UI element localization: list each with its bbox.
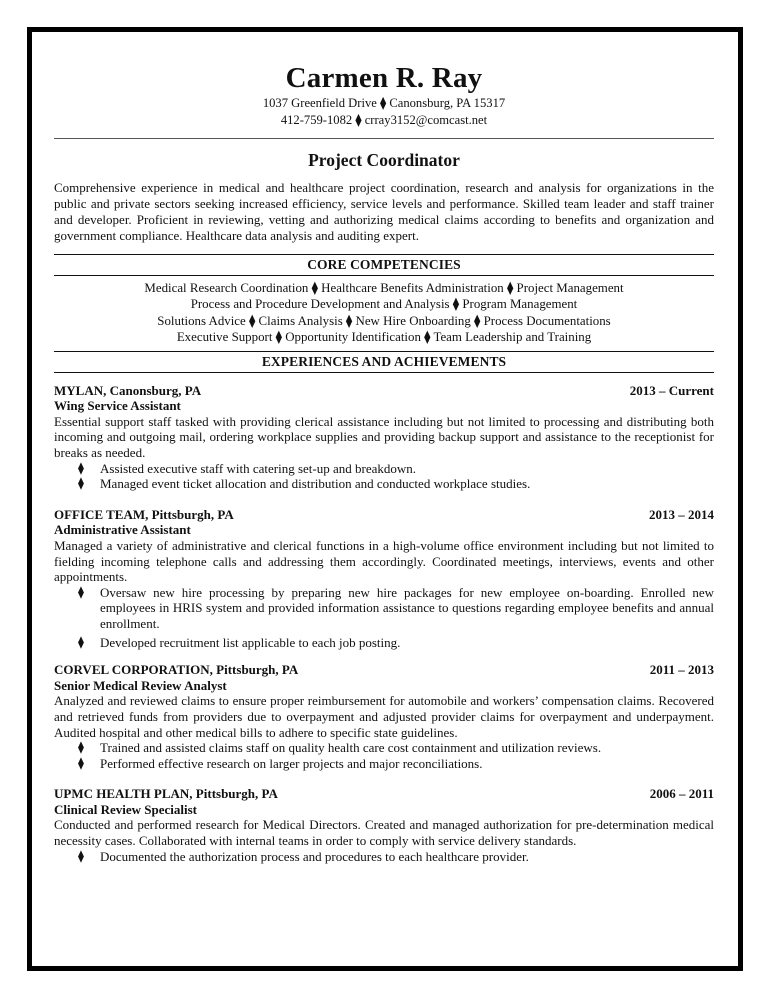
job-role: Wing Service Assistant [54,398,181,414]
job-company: OFFICE TEAM, Pittsburgh, PA [54,506,234,522]
job-header [54,662,714,678]
bullet-text: Developed recruitment list applicable to each job posting. [100,634,401,650]
experience-heading: EXPERIENCES AND ACHIEVEMENTS [261,353,507,369]
bullet-text: Assisted executive staff with catering set-up and breakdown. [100,460,416,476]
job-entry-upmc [54,786,714,864]
diamond-bullet-icon: ⧫ [78,740,84,755]
candidate-name: Carmen R. Ray [285,62,483,94]
diamond-bullet-icon: ⧫ [78,476,84,491]
list-item [54,849,714,865]
bullet-text: Documented the authorization process and procedures to each healthcare provider. [100,848,529,864]
list-item [54,585,714,632]
position-title: Project Coordinator [308,150,460,170]
list-item [54,635,714,651]
bullet-text: Performed effective research on larger projects and major reconciliations. [100,755,483,771]
diamond-bullet-icon: ⧫ [78,634,84,649]
diamond-bullet-icon: ⧫ [78,460,84,475]
diamond-bullet-icon: ⧫ [78,848,84,863]
list-item [54,476,714,492]
resume-document [54,62,714,864]
job-dates: 2013 – 2014 [649,506,714,522]
address-line: 1037 Greenfield Drive ⧫ Canonsburg, PA 15317 [262,96,506,110]
resume-header [54,62,714,129]
bullet-text: Managed event ticket allocation and distribution and conducted workplace studies. [100,476,531,492]
bullet-text: Trained and assisted claims staff on quality health care cost containment and utilization reviews. [100,740,602,756]
job-role: Administrative Assistant [54,522,191,538]
competency-line: Solutions Advice ⧫ Claims Analysis ⧫ New Hire Onboarding ⧫ Process Documentations [157,313,611,328]
job-bullets [54,740,714,771]
job-description: Essential support staff tasked with providing clerical assistance including but not limited to processing and distributing both incoming and outgoing mail, ordering workplace supplies and providing backup support and assistance to the receptionist for breaks as needed. [54,413,714,460]
job-description: Managed a variety of administrative and clerical functions in a high-volume office environment including but not limited to fielding incoming telephone calls and addressing them accordingly. Coordinated meetings, interviews, events and other appointments. [54,537,714,585]
job-bullets [54,849,714,865]
list-item [54,756,714,772]
diamond-bullet-icon: ⧫ [78,584,84,599]
list-item [54,461,714,477]
objective-section [54,149,714,244]
job-entry-mylan [54,383,714,492]
job-dates: 2006 – 2011 [649,786,714,802]
competencies-top-rule [54,254,714,255]
job-header [54,507,714,523]
job-entry-office-team [54,507,714,650]
job-header [54,786,714,802]
experience-top-rule [54,351,714,352]
competencies-bottom-rule [54,275,714,276]
job-company: CORVEL CORPORATION, Pittsburgh, PA [54,662,299,678]
job-company: MYLAN, Canonsburg, PA [54,382,202,398]
job-bullets [54,461,714,492]
experience-bottom-rule [54,372,714,373]
job-role: Senior Medical Review Analyst [54,677,227,693]
job-header [54,383,714,399]
job-description: Analyzed and reviewed claims to ensure proper reimbursement for automobile and workers’ compensation claims. Recovered and retrieved funds from providers due to overpayment and adjusted provider claims for overpayment and underpayment. Audited hospital and other medical bills to adhere to specific state guidelines. [54,693,714,740]
competency-line: Process and Procedure Development and Analysis ⧫ Program Management [190,297,578,312]
list-item [54,740,714,756]
job-description: Conducted and performed research for Medical Directors. Created and managed authorization for pre-determination medical necessity cases. Collaborated with internal teams in order to comply with service delivery standards. [54,817,714,849]
header-divider [54,138,714,139]
summary-paragraph: Comprehensive experience in medical and healthcare project coordination, research and analysis for organizations in the public and private sectors seeking increased efficiency, service levels and performance. Skilled team leader and staff trainer and developer. Proficient in reviewing, vetting and authorizing medical claims according to benefits and organization and government compliance. Healthcare data analysis and auditing expert. [54,180,714,243]
contact-line: 412-759-1082 ⧫ crray3152@comcast.net [280,113,488,127]
job-bullets [54,585,714,650]
bullet-text: Oversaw new hire processing by preparing new hire packages for new employee on-boarding. Enrolled new employees in HRIS system and provided information assistance to questions regarding employee benefits and annual enrollment. [100,584,714,631]
job-role: Clinical Review Specialist [54,801,197,817]
competencies-heading: CORE COMPETENCIES [307,256,461,272]
job-dates: 2013 – Current [629,382,714,398]
job-entry-corvel [54,662,714,771]
competency-line: Medical Research Coordination ⧫ Healthcare Benefits Administration ⧫ Project Management [144,280,624,295]
job-dates: 2011 – 2013 [649,662,714,678]
diamond-bullet-icon: ⧫ [78,755,84,770]
job-company: UPMC HEALTH PLAN, Pittsburgh, PA [54,786,278,802]
competency-line: Executive Support ⧫ Opportunity Identification ⧫ Team Leadership and Training [176,330,592,345]
competencies-list [54,280,714,346]
